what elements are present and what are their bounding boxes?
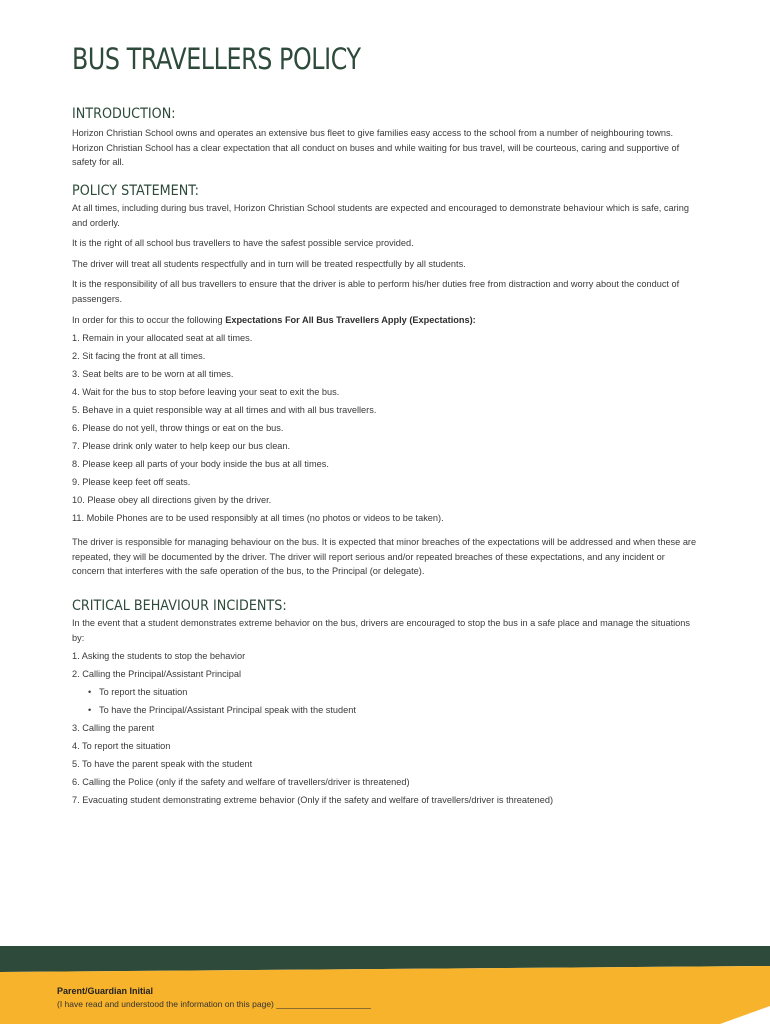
list-item: 10. Please obey all directions given by the driver. xyxy=(72,495,272,506)
introduction-paragraph: Horizon Christian School owns and operates an extensive bus fleet to give families easy access to the school from a number of neighbouring towns. Horizon Christian School has a clear expectation that all conduct on buses and while waiting for bus travel, will be courteous, caring and supportive of safety for all. xyxy=(72,128,680,168)
list-item: 4. To report the situation xyxy=(72,741,171,752)
list-item: 3. Seat belts are to be worn at all times. xyxy=(72,369,234,380)
expectations-title: Expectations For All Bus Travellers Apply (Expectations): xyxy=(225,314,476,325)
policy-paragraph-1: At all times, including during bus travel, Horizon Christian School students are expected and encouraged to demonstrate behaviour which is safe, caring and orderly. xyxy=(72,203,689,228)
sub-list-text: To have the Principal/Assistant Principal speak with the student xyxy=(99,705,356,716)
list-item: 1. Asking the students to stop the behavior xyxy=(72,651,246,662)
expectations-list xyxy=(72,329,697,527)
list-item: 7. Evacuating student demonstrating extreme behavior (Only if the safety and welfare of travellers/driver is threatened) xyxy=(72,795,554,806)
policy-heading: POLICY STATEMENT: xyxy=(72,183,199,199)
list-item: 7. Please drink only water to help keep our bus clean. xyxy=(72,441,291,452)
policy-p5-text: In order for this to occur the following xyxy=(72,314,226,325)
parent-initial-note: (I have read and understood the information on this page) ____________________ xyxy=(57,999,371,1009)
introduction-heading: INTRODUCTION: xyxy=(72,106,176,122)
critical-steps-list xyxy=(72,647,697,683)
list-item: 9. Please keep feet off seats. xyxy=(72,477,191,488)
list-item: 4. Wait for the bus to stop before leaving your seat to exit the bus. xyxy=(72,387,340,398)
list-item: 5. To have the parent speak with the student xyxy=(72,759,253,770)
critical-section xyxy=(72,598,697,809)
list-item: 6. Please do not yell, throw things or eat on the bus. xyxy=(72,423,284,434)
list-item: 3. Calling the parent xyxy=(72,723,155,734)
policy-section xyxy=(72,183,697,585)
policy-paragraph-6: The driver is responsible for managing behaviour on the bus. It is expected that minor breaches of the expectations will be addressed and when these are repeated, they will be documented by the driver. The driver will report serious and/or repeated breaches of these expectations, and any incident or concern that interferes with the safe operation of the bus, to the Principal (or delegate). xyxy=(72,537,697,577)
sub-list-text: To report the situation xyxy=(99,687,188,698)
critical-intro: In the event that a student demonstrates extreme behavior on the bus, drivers are encouraged to stop the bus in a safe place and manage the situations by: xyxy=(72,618,690,643)
sub-list-item xyxy=(88,701,697,719)
list-item: 6. Calling the Police (only if the safety and welfare of travellers/driver is threatened) xyxy=(72,777,410,788)
bullet-icon: • xyxy=(88,705,92,716)
critical-steps-list-continued xyxy=(72,719,697,809)
introduction-section xyxy=(72,106,697,176)
list-item: 2. Calling the Principal/Assistant Principal xyxy=(72,669,242,680)
critical-heading: CRITICAL BEHAVIOUR INCIDENTS: xyxy=(72,598,287,614)
page-title: BUS TRAVELLERS POLICY xyxy=(72,42,361,76)
list-item: 8. Please keep all parts of your body inside the bus at all times. xyxy=(72,459,329,470)
policy-paragraph-5 xyxy=(72,313,697,328)
list-item: 2. Sit facing the front at all times. xyxy=(72,351,206,362)
bullet-icon: • xyxy=(88,687,92,698)
policy-paragraph-3: The driver will treat all students respectfully and in turn will be treated respectfully by all students. xyxy=(72,258,466,269)
sub-list-item xyxy=(88,683,697,701)
list-item: 5. Behave in a quiet responsible way at all times and with all bus travellers. xyxy=(72,405,377,416)
footer-signoff xyxy=(57,985,371,1011)
policy-paragraph-4: It is the responsibility of all bus travellers to ensure that the driver is able to perform his/her duties free from distraction and worry about the conduct of passengers. xyxy=(72,279,680,304)
parent-initial-label: Parent/Guardian Initial xyxy=(57,986,154,996)
policy-paragraph-2: It is the right of all school bus travellers to have the safest possible service provided. xyxy=(72,238,414,249)
list-item: 11. Mobile Phones are to be used responsibly at all times (no photos or videos to be taken). xyxy=(72,513,444,524)
list-item: 1. Remain in your allocated seat at all times. xyxy=(72,333,253,344)
critical-sub-list xyxy=(72,683,697,719)
